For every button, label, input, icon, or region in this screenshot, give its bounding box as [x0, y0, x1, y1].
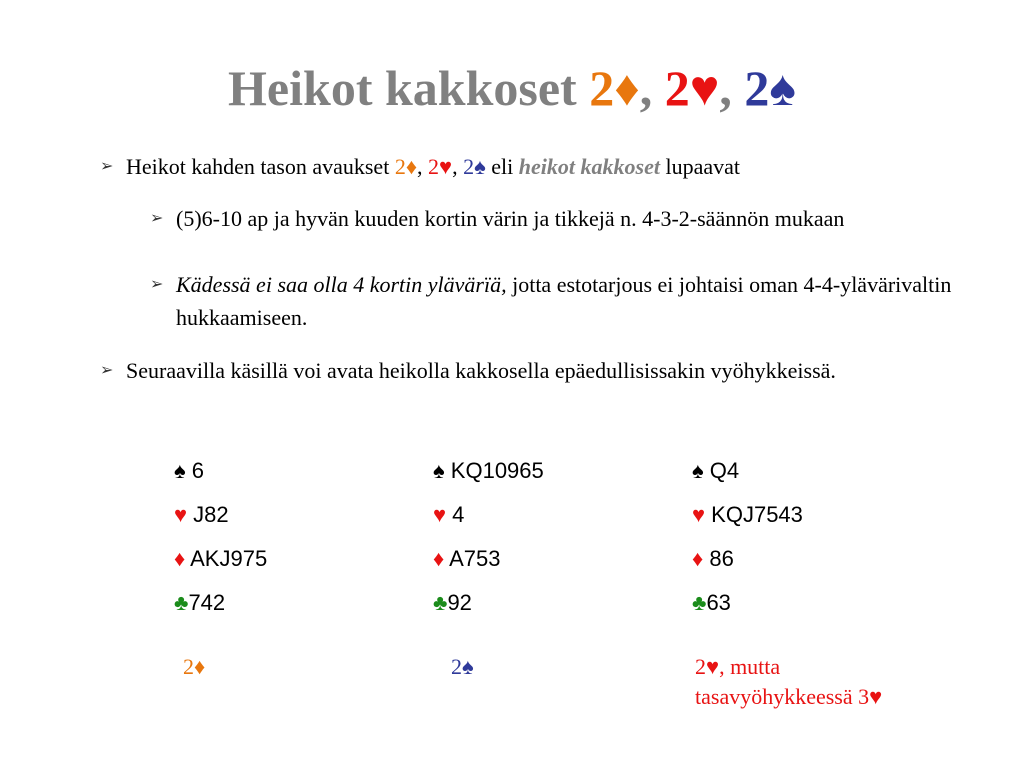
spade-icon: ♠ [462, 654, 474, 679]
bullet-weak-two-openings: ➢ Heikot kahden tason avaukset 2♦, 2♥, 2♠ eli heikot kakkoset lupaavat [100, 150, 980, 183]
club-icon: ♣ [692, 590, 707, 615]
bid-2-diamonds: 2♦ [394, 154, 418, 179]
bullet-example-hands: ➢ Seuraavilla käsillä voi avata heikolla kakkosella epäedullisissakin vyöhykkeissä. [100, 354, 960, 387]
title-2-diamonds: 2♦ [589, 60, 640, 116]
spade-icon: ♠ [474, 154, 486, 179]
bid-hand-1: 2♦ [183, 654, 206, 679]
hand-row-hearts: ♥ KQJ7543 [692, 499, 803, 543]
hand-row-clubs: ♣63 [692, 587, 803, 631]
diamond-icon: ♦ [433, 546, 445, 571]
heart-icon: ♥ [689, 60, 720, 116]
heart-icon: ♥ [692, 502, 706, 527]
emphasis-weak-twos: heikot kakkoset [518, 154, 660, 179]
club-icon: ♣ [174, 590, 189, 615]
bid-2-spades: 2♠ [463, 154, 486, 179]
hand-row-diamonds: ♦ A753 [433, 543, 544, 587]
heart-icon: ♥ [174, 502, 188, 527]
hand-1 [174, 455, 267, 631]
bullet-arrow-icon: ➢ [150, 276, 164, 293]
hand-2 [433, 455, 544, 631]
bid-2-hearts: 2♥ [428, 154, 453, 179]
diamond-icon: ♦ [692, 546, 704, 571]
diamond-icon: ♦ [194, 654, 206, 679]
spade-icon: ♠ [769, 60, 796, 116]
bid-hand-2: 2♠ [451, 654, 474, 679]
diamond-icon: ♦ [174, 546, 186, 571]
bullet-arrow-icon: ➢ [100, 158, 114, 175]
hand-row-spades: ♠ 6 [174, 455, 267, 499]
bid-hand-3: 2♥, mutta tasavyöhykkeessä 3♥ [695, 654, 883, 709]
spade-icon: ♠ [692, 458, 704, 483]
sub-bullet-no-major: ➢ Kädessä ei saa olla 4 kortin ylävärïä, jotta estotarjous ei johtaisi oman 4-4-ylävärivaltin hukkaamiseen. [150, 268, 970, 334]
bullet-arrow-icon: ➢ [150, 210, 164, 227]
title-text: Heikot kakkoset [228, 60, 577, 116]
hand-row-hearts: ♥ J82 [174, 499, 267, 543]
spade-icon: ♠ [174, 458, 186, 483]
heart-icon: ♥ [433, 502, 447, 527]
slide-title: Heikot kakkoset 2♦, 2♥, 2♠ [228, 60, 796, 116]
hand-row-hearts: ♥ 4 [433, 499, 544, 543]
diamond-icon: ♦ [405, 154, 418, 179]
heart-icon: ♥ [439, 154, 453, 179]
title-2-hearts: 2♥ [664, 60, 720, 116]
spade-icon: ♠ [433, 458, 445, 483]
club-icon: ♣ [433, 590, 448, 615]
hand-row-diamonds: ♦ AKJ975 [174, 543, 267, 587]
sub-bullet-point-range: ➢ (5)6-10 ap ja hyvän kuuden kortin värin ja tikkejä n. 4-3-2-säännön mukaan [150, 202, 970, 235]
diamond-icon: ♦ [614, 60, 640, 116]
hand-row-clubs: ♣92 [433, 587, 544, 631]
hand-row-diamonds: ♦ 86 [692, 543, 803, 587]
hand-row-spades: ♠ KQ10965 [433, 455, 544, 499]
title-2-spades: 2♠ [744, 60, 796, 116]
hand-3 [692, 455, 803, 631]
hand-row-clubs: ♣742 [174, 587, 267, 631]
heart-icon: ♥ [869, 684, 883, 709]
heart-icon: ♥ [706, 654, 720, 679]
example-hands [0, 455, 1024, 625]
bullet-arrow-icon: ➢ [100, 362, 114, 379]
hand-row-spades: ♠ Q4 [692, 455, 803, 499]
